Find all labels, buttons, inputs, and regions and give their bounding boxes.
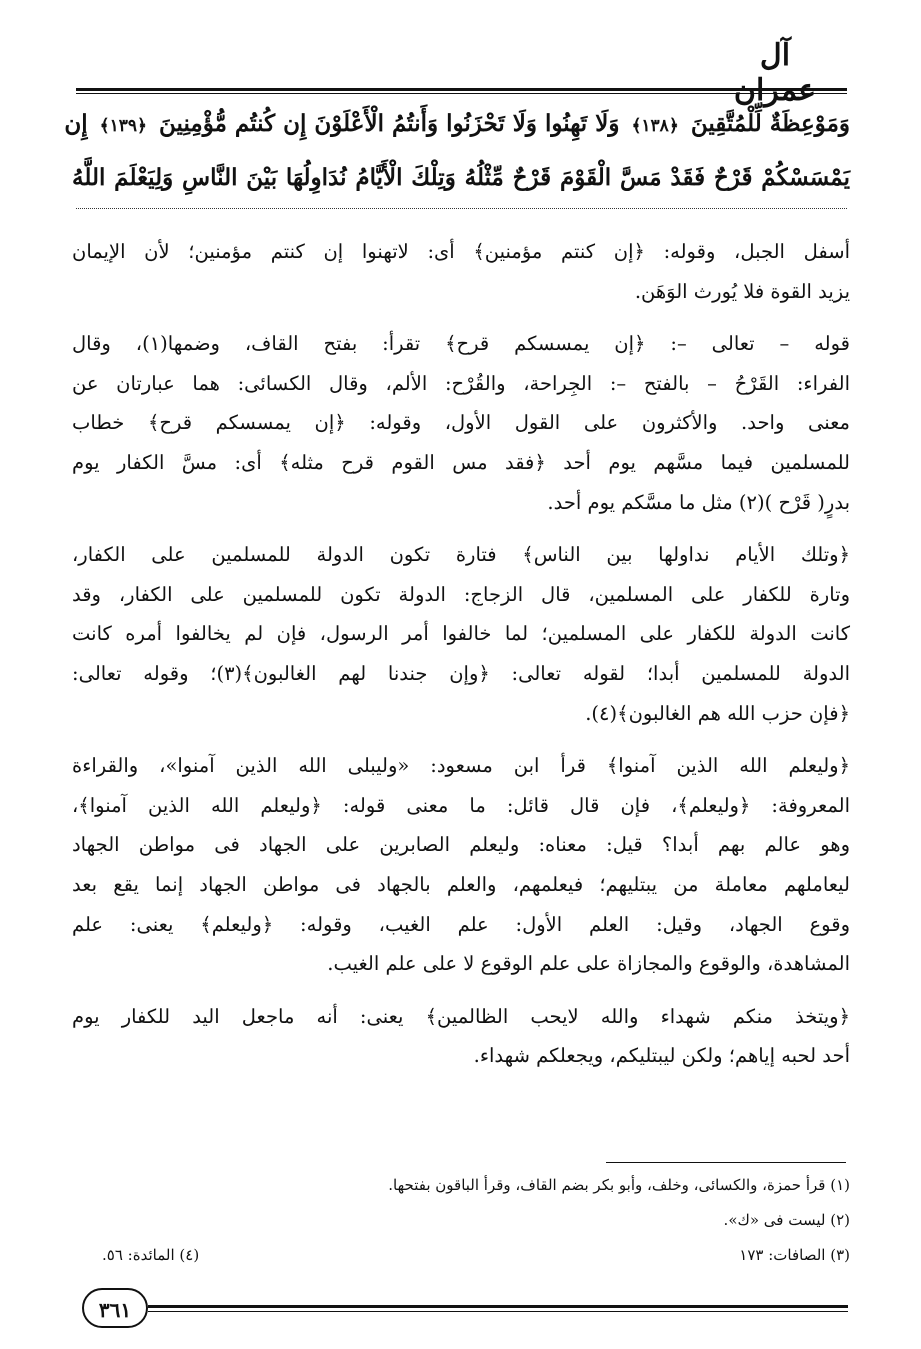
text-line: أحد لحبه إياهم؛ ولكن ليبتليكم، ويجعلكم شهداء.: [473, 1044, 850, 1068]
ayah-marker: ﴿١٣٩﴾: [99, 116, 147, 136]
paragraph: [72, 997, 850, 1076]
text-line: الدولة للمسلمين أبدا؛ لقوله تعالى: ﴿وإن جندنا لهم الغالبون﴾(٣)؛ وقوله تعالى:: [72, 661, 850, 685]
footnotes: [72, 1168, 850, 1273]
page-number: ٣٦١: [82, 1288, 148, 1328]
footnote-4: (٤) المائدة: ٥٦.: [102, 1246, 200, 1264]
text-line: للمسلمين فيما مسَّهم يوم أحد ﴿فقد مس القوم قرح مثله﴾ أى: مسَّ الكفار يوم: [72, 450, 850, 474]
paragraph: [72, 324, 850, 522]
quran-verse-block: [64, 98, 850, 206]
text-line: المعروفة: ﴿وليعلم﴾، فإن قال قائل: ما معنى قوله: ﴿وليعلم الله الذين آمنوا﴾،: [72, 793, 850, 817]
verse-line-1: [64, 98, 850, 152]
footnote-3: (٣) الصافات: ١٧٣: [739, 1246, 850, 1264]
text-line: ﴿ويتخذ منكم شهداء والله لايحب الظالمين﴾ يعنى: أنه ماجعل اليد للكفار يوم: [72, 1004, 850, 1028]
verse-text: وَلَا تَهِنُوا وَلَا تَحْزَنُوا وَأَنتُمُ الْأَعْلَوْنَ إِن كُنتُم مُّؤْمِنِينَ: [159, 110, 620, 137]
verse-text: إِن: [64, 110, 88, 137]
footnote-row: [72, 1238, 850, 1273]
footnote-2: (٢) ليست فى «ك».: [723, 1211, 850, 1229]
footer-rule-thin: [148, 1311, 848, 1312]
footnote-rule: [606, 1162, 846, 1163]
text-line: معنى واحد. والأكثرون على القول الأول، وقوله: ﴿إن يمسسكم قرح﴾ خطاب: [72, 411, 850, 435]
surah-title: آل عمران: [733, 38, 817, 108]
text-line: يزيد القوة فلا يُورث الوَهَن.: [634, 279, 850, 303]
text-line: أسفل الجبل، وقوله: ﴿إن كنتم مؤمنين﴾ أى: لاتهنوا إن كنتم مؤمنين؛ لأن الإيمان: [72, 240, 850, 263]
verse-divider: [76, 208, 847, 209]
commentary-text: [72, 232, 850, 1089]
header-rule-thin: [76, 93, 847, 94]
text-line: وقوع الجهاد، وقيل: العلم الأول: علم الغيب، وقوله: ﴿وليعلم﴾ يعنى: علم: [72, 912, 850, 936]
text-line: كانت الدولة للكفار على المسلمين؛ لما خالفوا أمر الرسول، فإن لم يخالفوا أمره كانت: [72, 622, 850, 646]
text-line: ﴿وتلك الأيام نداولها بين الناس﴾ فتارة تكون الدولة للمسلمين على الكفار،: [72, 543, 850, 567]
text-line: وهو عالم بهم أبدا؟ قيل: معناه: وليعلم الصابرين على الجهاد فى مواطن الجهاد: [72, 833, 850, 857]
paragraph: [72, 535, 850, 733]
text-line: ﴿فإن حزب الله هم الغالبون﴾(٤).: [585, 701, 850, 725]
text-line: ﴿وليعلم الله الذين آمنوا﴾ قرأ ابن مسعود: «وليبلى الله الذين آمنوا»، والقراءة: [72, 754, 850, 778]
header-rule: [76, 88, 847, 91]
text-line: ليعاملهم معاملة من يبتليهم؛ فيعلمهم، والعلم بالجهاد فى مواطن الجهاد إنما يقع بعد: [72, 872, 850, 896]
text-line: الفراء: القَرْحُ – بالفتح –: الجِراحة، والقُرْح: الألم، وقال الكسائى: هما عبارتان عن: [72, 371, 850, 395]
verse-text: وَمَوْعِظَةٌ لِّلْمُتَّقِينَ: [690, 110, 850, 137]
text-line: قوله – تعالى –: ﴿إن يمسسكم قرح﴾ تقرأ: بفتح القاف، وضمها(١)، وقال: [72, 332, 851, 356]
text-line: بدرٍ( قَرْح )(٢) مثل ما مسَّكم يوم أحد.: [547, 490, 850, 514]
paragraph: [72, 746, 850, 984]
text-line: وتارة للكفار على المسلمين، قال الزجاج: الدولة تكون للمسلمين على الكفار، وقد: [72, 582, 850, 606]
footnote-1: (١) قرأ حمزة، والكسائى، وخلف، وأبو بكر بضم القاف، وقرأ الباقون بفتحها.: [388, 1176, 850, 1194]
text-line: المشاهدة، والوقوع والمجازاة على علم الوقوع لا على علم الغيب.: [327, 952, 850, 976]
ayah-marker: ﴿١٣٨﴾: [631, 116, 679, 136]
paragraph: [72, 232, 850, 311]
footer-rule: [148, 1305, 848, 1308]
verse-line-2: يَمْسَسْكُمْ قَرْحٌ فَقَدْ مَسَّ الْقَوْمَ قَرْحٌ مِّثْلُهُ وَتِلْكَ الْأَيَّامُ نُدَاوِلُهَا بَيْنَ النَّاسِ وَلِيَعْلَمَ اللَّهُ: [72, 164, 850, 191]
